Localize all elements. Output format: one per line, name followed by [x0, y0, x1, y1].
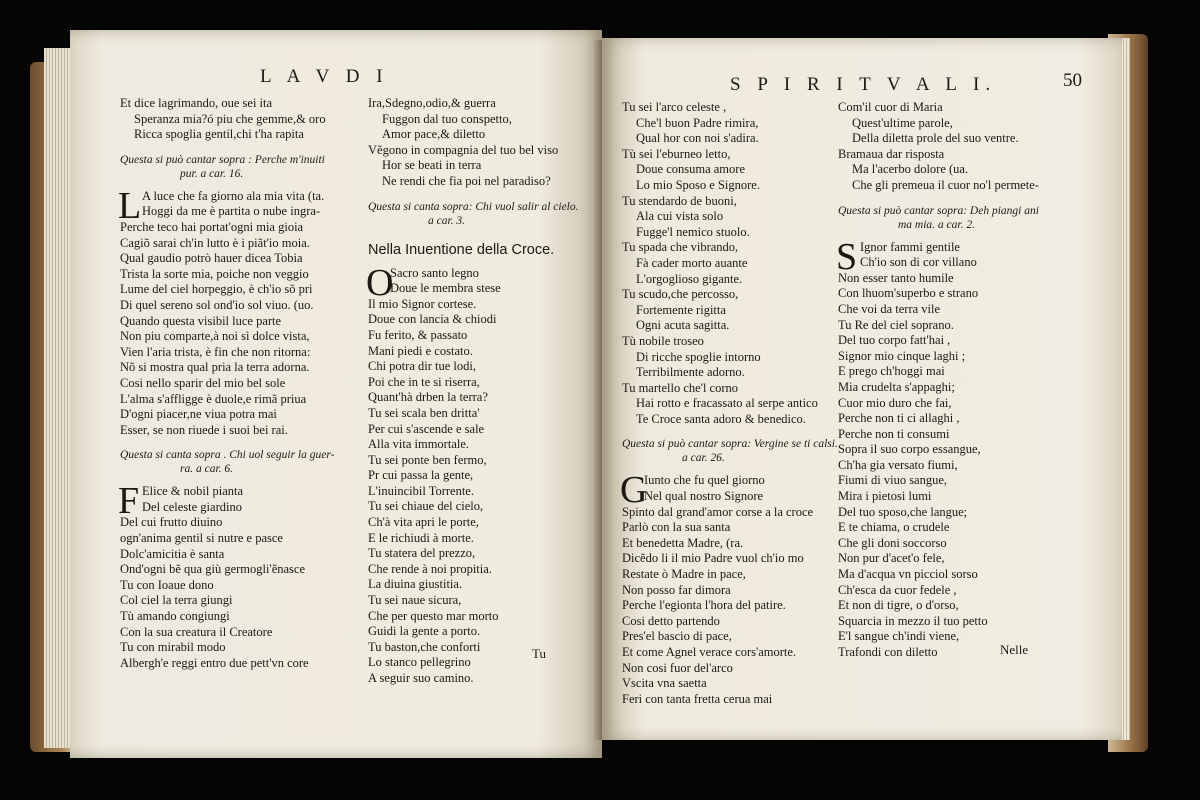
- verse-line: Albergh'e reggi entro due pett'vn core: [120, 655, 309, 670]
- verse-line: Cosi nello sparir del mio bel sole: [120, 375, 286, 390]
- verse-line: Ch'à vita apri le porte,: [368, 515, 479, 530]
- verse-line: Tu sei chiaue del cielo,: [368, 499, 484, 514]
- verse-line: Com'il cuor di Maria: [838, 100, 943, 114]
- verse-line: Tu sei l'arco celeste ,: [622, 100, 727, 114]
- right-page: [602, 38, 1122, 740]
- verse-line: Che rende à noi propitia.: [368, 561, 492, 576]
- verse-line: Trafondi con diletto: [838, 645, 938, 659]
- verse-line: Lo stanco pellegrino: [368, 655, 471, 670]
- verse-line: Con la sua creatura il Creatore: [120, 624, 273, 639]
- verse-line: Trista la sorte mia, poiche non veggio: [120, 266, 309, 281]
- verse-line: Vien l'aria trista, è fin che non ritorna:: [120, 344, 311, 359]
- verse-line: Perche non ti ci allaghi ,: [838, 411, 960, 426]
- verse-line: Non esser tanto humile: [838, 270, 954, 285]
- verse-line: Ch'io son di cor villano: [860, 255, 977, 270]
- verse-line: Tu martello che'l corno: [622, 380, 739, 395]
- verse-line: Ira,Sdegno,odio,& guerra: [368, 96, 496, 110]
- verse-line: Ch'ha gia versato fiumi,: [838, 457, 958, 472]
- verse-line: Tu spada che vibrando,: [622, 240, 739, 255]
- verse-line: Et dice lagrimando, oue sei ita: [120, 96, 273, 110]
- verse-line: Et benedetta Madre, (ra.: [622, 535, 744, 550]
- verse-line: Perche teco hai portat'ogni mia gioia: [120, 219, 304, 234]
- verse-line: Il mio Signor cortese.: [368, 296, 477, 311]
- rubric: Questa si canta sopra . Chi uol seguir la guer- ra. a car. 6.: [120, 449, 335, 476]
- verse-line: A luce che fa giorno ala mia vita (ta.: [142, 188, 325, 203]
- verse-line: E le richiudi à morte.: [368, 530, 474, 545]
- verse-line: Alla vita immortale.: [368, 437, 470, 452]
- running-head-right: S P I R I T V A L I.: [730, 74, 997, 95]
- verse-line: Ogni acuta sagitta.: [636, 318, 730, 333]
- verse-line: Qual hor con noi s'adira.: [636, 131, 759, 146]
- verse-line: Vẽgono in compagnia del tuo bel viso: [368, 142, 559, 157]
- verse-line: Chi potra dir tue lodi,: [368, 359, 476, 374]
- verse-line: Et non di tigre, o d'orso,: [838, 598, 959, 613]
- verse-line: Col ciel la terra giungi: [120, 593, 233, 608]
- rubric: Questa si canta sopra: Chi vuol salir al cielo. a car. 3.: [368, 200, 579, 227]
- verse-line: Tu con Ioaue dono: [120, 577, 214, 592]
- verse-line: Tu stendardo de buoni,: [622, 193, 737, 208]
- verse-line: Di ricche spoglie intorno: [636, 349, 761, 364]
- catchword: Tu: [532, 646, 546, 661]
- verse-line: Tù nobile troseo: [622, 333, 704, 348]
- verse-line: Dolc'amicitia è santa: [120, 546, 225, 561]
- verse-line: Con lhuom'superbo e strano: [838, 286, 979, 301]
- verse-line: Doue le membra stese: [390, 281, 501, 296]
- verse-line: Qual gaudio potrò hauer dicea Tobia: [120, 251, 303, 266]
- verse-line: Del tuo corpo fatt'hai ,: [838, 333, 951, 348]
- verse-line: Dicẽdo li il mio Padre vuol ch'io mo: [622, 551, 804, 566]
- rubric: Questa si può cantar sopra: Deh piangi ani ma mia. a car. 2.: [838, 204, 1039, 231]
- running-head-left: L A V D I: [260, 66, 389, 87]
- verse-line: Tu Re del ciel soprano.: [838, 317, 954, 332]
- verse-line: Parlò con la sua santa: [622, 520, 731, 535]
- verse-line: Doue con lancia & chiodi: [368, 312, 497, 327]
- verse-line: Perche non ti consumi: [838, 426, 950, 441]
- verse-line: Che per questo mar morto: [368, 608, 499, 623]
- drop-capital: S: [836, 235, 858, 278]
- verse-line: Te Croce santa adoro & benedico.: [636, 411, 806, 426]
- verse-line: Cuor mio duro che fai,: [838, 395, 952, 410]
- verse-line: Fortemente rigitta: [636, 302, 726, 317]
- verse-line: Non cosi fuor del'arco: [622, 660, 733, 675]
- verse-line: Lume del ciel horpeggio, è ch'io sõ pri: [120, 282, 313, 297]
- verse-line: A seguir suo camino.: [368, 671, 474, 685]
- verse-line: Sacro santo legno: [390, 265, 479, 280]
- verse-line: Nel qual nostro Signore: [644, 489, 764, 504]
- stanza: [118, 184, 360, 439]
- left-column-a: [120, 96, 360, 671]
- verse-line: Terribilmente adorno.: [636, 365, 745, 380]
- verse-line: Tu con mirabil modo: [120, 640, 226, 655]
- verse-line: Bramaua dar risposta: [838, 146, 945, 161]
- verse-line: Fugge'l nemico stuolo.: [636, 224, 750, 239]
- verse-line: L'orgoglioso gigante.: [636, 271, 743, 286]
- verse-line: Tu sei ponte ben fermo,: [368, 452, 487, 467]
- right-column-a: [622, 100, 862, 707]
- drop-capital: G: [620, 469, 648, 512]
- verse-line: Ond'ogni bẽ qua giù germogli'ẽnasce: [120, 562, 306, 577]
- verse-line: Mani piedi e costato.: [368, 343, 473, 358]
- verse-line: Hoggi da me è partita o nube ingra-: [142, 204, 321, 219]
- verse-line: Tu scudo,che percosso,: [622, 287, 739, 302]
- verse-line: L'inuincibil Torrente.: [368, 483, 474, 498]
- verse-line: Fiumi di viuo sangue,: [838, 473, 948, 488]
- verse-line: Ricca spoglia gentil,chi t'ha rapita: [134, 127, 304, 142]
- verse-line: Amor pace,& diletto: [382, 127, 486, 142]
- verse-line: Ne rendi che fia poi nel paradiso?: [382, 173, 551, 188]
- verse-line: ogn'anima gentil si nutre e pasce: [120, 531, 283, 546]
- verse-line: Ma d'acqua vn picciol sorso: [838, 567, 978, 582]
- verse-line: Cagiõ sarai ch'in lutto è i piãt'io moia.: [120, 235, 310, 250]
- verse-line: Non posso far dimora: [622, 582, 731, 597]
- verse-line: Nõ si mostra qual pria la terra adorna.: [120, 360, 310, 375]
- verse-line: E prego ch'hoggi mai: [838, 364, 945, 379]
- verse-line: E te chiama, o crudele: [838, 520, 950, 535]
- verse-line: Sopra il suo corpo essangue,: [838, 442, 981, 457]
- verse-line: Pres'el bascio di pace,: [622, 629, 732, 644]
- verse-line: Di quel sereno sol ond'io sol viuo. (uo.: [120, 297, 314, 312]
- verse-line: E'l sangue ch'indi viene,: [838, 629, 960, 644]
- verse-line: Fuggon dal tuo conspetto,: [382, 111, 512, 126]
- verse-line: Vscita vna saetta: [622, 676, 707, 691]
- verse-line: Iunto che fu quel giorno: [644, 473, 765, 488]
- verse-line: Quant'hà drben la terra?: [368, 390, 488, 405]
- left-column-b: [368, 96, 588, 687]
- verse-line: Della diletta prole del suo ventre.: [852, 131, 1019, 146]
- verse-line: Tù amando congiungi: [120, 609, 230, 624]
- verse-line: Fu ferito, & passato: [368, 327, 468, 342]
- verse-line: Perche l'egionta l'hora del patire.: [622, 598, 786, 613]
- verse-line: Che voi da terra vile: [838, 301, 941, 316]
- verse-line: La diuina giustitia.: [368, 577, 463, 592]
- rubric: Questa si può cantar sopra : Perche m'inuiti pur. a car. 16.: [120, 153, 325, 180]
- stanza: [620, 469, 862, 707]
- verse-line: Tu statera del prezzo,: [368, 546, 476, 561]
- verse-line: Che gli doni soccorso: [838, 535, 947, 550]
- verse-line: Del celeste giardino: [142, 499, 242, 514]
- verse-line: Speranza mia?ó piu che gemme,& oro: [134, 111, 326, 126]
- verse-line: Et come Agnel verace cors'amorte.: [622, 645, 797, 659]
- section-heading: Nella Inuentione della Croce.: [368, 241, 555, 258]
- verse-line: Tù sei l'eburneo letto,: [622, 146, 731, 161]
- verse-line: Ma l'acerbo dolore (ua.: [852, 162, 969, 177]
- verse-line: Non piu comparte,à noi sì dolce vista,: [120, 329, 310, 344]
- verse-line: Hai rotto e fracassato al serpe antico: [636, 396, 818, 411]
- stanza: [836, 235, 1078, 661]
- verse-line: Hor se beati in terra: [382, 158, 482, 173]
- verse-line: Mira i pietosi lumi: [838, 489, 932, 504]
- verse-line: Spinto dal grand'amor corse a la croce: [622, 504, 814, 519]
- verse-line: Squarcia in mezzo il tuo petto: [838, 613, 988, 628]
- verse-line: Feri con tanta fretta cerua mai: [622, 691, 773, 706]
- verse-line: Ch'esca da cuor fedele ,: [838, 582, 957, 597]
- verse-line: Quando questa visibil luce parte: [120, 313, 282, 328]
- verse-line: D'ogni piacer,ne viua potra mai: [120, 407, 277, 422]
- verse-line: Restate ò Madre in pace,: [622, 567, 746, 582]
- drop-capital: L: [118, 184, 142, 227]
- page-number: 50: [1063, 70, 1082, 91]
- drop-capital: O: [366, 261, 394, 304]
- catchword: Nelle: [1000, 642, 1029, 657]
- verse-line: Elice & nobil pianta: [142, 484, 244, 499]
- stanza: [366, 261, 588, 687]
- verse-line: Doue consuma amore: [636, 162, 745, 177]
- verse-line: Poi che in te si riserra,: [368, 374, 480, 389]
- verse-line: L'alma s'affligge è duole,e rimã priua: [120, 391, 307, 406]
- verse-line: Lo mio Sposo e Signore.: [636, 177, 760, 192]
- left-page: [70, 30, 602, 758]
- stanza: [118, 480, 360, 671]
- drop-capital: F: [118, 480, 140, 523]
- right-column-b: [838, 100, 1078, 661]
- rubric: Questa si può cantar sopra: Vergine se ti calsi. a car. 26.: [622, 438, 838, 465]
- verse-line: Signor mio cinque laghi ;: [838, 348, 966, 363]
- verse-line: Guidi la gente a porto.: [368, 624, 481, 639]
- verse-line: Quest'ultime parole,: [852, 115, 953, 130]
- verse-line: Non pur d'acet'o fele,: [838, 551, 945, 566]
- verse-line: Tu sei scala ben dritta': [368, 405, 480, 420]
- verse-line: Esser, se non riuede i suoi bei rai.: [120, 422, 288, 437]
- verse-line: Del cui frutto diuino: [120, 515, 223, 530]
- verse-line: Che gli premeua il cuor no'l permete-: [852, 177, 1039, 192]
- verse-line: Pr cui passa la gente,: [368, 468, 474, 483]
- verse-line: Per cui s'ascende e sale: [368, 421, 485, 436]
- verse-line: Che'l buon Padre rimira,: [636, 115, 759, 130]
- verse-line: Tu sei naue sicura,: [368, 593, 462, 608]
- verse-line: Mia crudelta s'appaghi;: [838, 379, 955, 394]
- verse-line: Fà cader morto auante: [636, 255, 748, 270]
- verse-line: Cosi detto partendo: [622, 613, 720, 628]
- verse-line: Ala cui vista solo: [636, 209, 724, 224]
- verse-line: Del tuo sposo,che langue;: [838, 504, 968, 519]
- verse-line: Tu baston,che conforti: [368, 639, 481, 654]
- verse-line: Ignor fammi gentile: [860, 239, 960, 254]
